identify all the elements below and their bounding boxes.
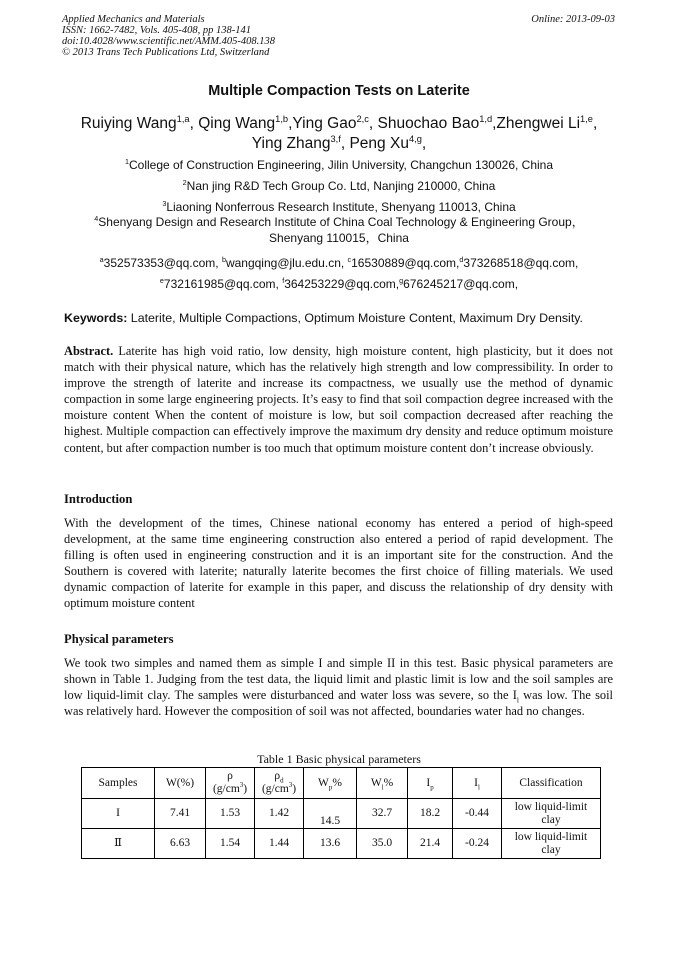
table-cell: 1.53 (206, 799, 255, 829)
table-cell: -0.44 (453, 799, 502, 829)
email-address: 732161985@qq.com, (163, 277, 283, 291)
paper-title: Multiple Compaction Tests on Laterite (208, 83, 470, 99)
affiliation-4: $^4$Shenyang Design and Research Institute of China Coal Technology & Engineering Group， Shenyang 110015，China (94, 214, 584, 245)
author-affiliation-mark: 1,e (580, 113, 593, 124)
section-heading-introduction: Introduction (64, 492, 133, 506)
table-cell: 18.2 (408, 799, 453, 829)
table-cell: 32.7 (357, 799, 408, 829)
table-cell: low liquid-limit clay (502, 829, 601, 859)
abstract (64, 343, 613, 456)
journal-name: Applied Mechanics and Materials (62, 14, 205, 25)
column-header: $I_l$ (453, 768, 502, 799)
keywords (64, 311, 624, 325)
author-list: Ruiying Wang$^{1,a}$, Qing Wang$^{1,b}$,Ying Gao$^{2,c}$, Shuochao Bao$^{1,d}$,Zhengwei Li$^{1,e}$, Ying Zhang$^{3,f}$, Peng Xu$^{4,g}$, (80, 113, 598, 152)
affiliation-3: $^3$Liaoning Nonferrous Research Institute, Shenyang 110013, China (162, 199, 516, 214)
column-header: $\rho_d$ $(g/cm^3)$ (255, 768, 304, 799)
table-cell: 7.41 (155, 799, 206, 829)
table-cell: 6.63 (155, 829, 206, 859)
table-row (82, 799, 601, 829)
abstract-text: Laterite has high void ratio, low density, high moisture content, high plasticity, but it does not match with their physical nature, which has the relatively high strength and low compressibility. In order to improve the strength of laterite and increase its compactness, we usually use the method of dynamic compaction in some large engineering projects. It’s easy to find that soil compaction degree increased with the moisture content When the content of moisture is low, but soil compaction decreased after reaching the highest. Multiple compaction can effectively improve the maximum dry density and reduce optimum moisture content, but after compaction number is too much that optimum moisture content don’t increase obviously. (64, 344, 613, 455)
email-list-2: $^e$732161985@qq.com, $^f$364253229@qq.com,$^g$676245217@qq.com, (159, 276, 519, 291)
author-name: ,Zhengwei Li (492, 115, 581, 132)
author-name: , Shuochao Bao (368, 115, 480, 132)
email-address: 16530889@qq.com, (351, 256, 460, 270)
column-header: Samples (82, 768, 155, 799)
table-cell: Ⅱ (82, 829, 155, 859)
journal-header (62, 14, 275, 58)
keywords-text: Laterite, Multiple Compactions, Optimum Moisture Content, Maximum Dry Density. (127, 311, 583, 325)
author-affiliation-mark: 1,b (275, 113, 289, 124)
column-header: $W_l\%$ (357, 768, 408, 799)
table-cell: 21.4 (408, 829, 453, 859)
author-name: ,Ying Gao (288, 115, 357, 132)
table-cell: 1.54 (206, 829, 255, 859)
column-header: $W_p\%$ (304, 768, 357, 799)
column-header: ρ $(g/cm^3)$ (206, 768, 255, 799)
email-address: 676245217@qq.com, (403, 277, 519, 291)
column-header: $I_p$ (408, 768, 453, 799)
table-cell: I (82, 799, 155, 829)
copyright-line: © 2013 Trans Tech Publications Ltd, Switzerland (62, 47, 270, 58)
author-affiliation-mark: 1,d (479, 113, 493, 124)
column-header: Classification (502, 768, 601, 799)
table-cell: 1.42 (255, 799, 304, 829)
physical-parameters-text: We took two simples and named them as simple I and simple II in this test. Basic physical parameters are shown in Table 1. Judging from the test data, the liquid limit and plastic limit is low and the soil samples are low liquid-limit clay. The samples were disturbanced and water loss was severe, so the $I_l$ was low. The soil was relatively hard. However the composition of soil was not affected, boundaries water had no changes. (64, 656, 613, 719)
abstract-label: Abstract. (64, 344, 114, 358)
physical-parameters-table (81, 767, 601, 859)
author-name: , Qing Wang (189, 115, 276, 132)
author-name: Ying Zhang (251, 135, 331, 152)
author-affiliation-mark: 2,c (356, 113, 369, 124)
table-row (82, 829, 601, 859)
table-cell: 14.5 (304, 799, 357, 829)
table-cell: low liquid-limit clay (502, 799, 601, 829)
keywords-label: Keywords: (64, 311, 128, 325)
table-cell: 1.44 (255, 829, 304, 859)
author-affiliation-mark: 1,a (176, 113, 190, 124)
online-date: Online: 2013-09-03 (531, 14, 615, 25)
doi-line: doi:10.4028/www.scientific.net/AMM.405-408.138 (62, 36, 275, 47)
column-header: W(%) (155, 768, 206, 799)
table-cell: 13.6 (304, 829, 357, 859)
introduction-text: With the development of the times, Chinese national economy has entered a period of high-speed development, at the same time engineering construction also entered a period of rapid development. The filling is often used in engineering construction and it is an important site for the construction. And the Southern is covered with laterite; naturally laterite becomes the first choice of filling materials. We used dynamic compaction of laterite for example in this paper, and discuss the relationship of dry density with optimum moisture content (64, 516, 613, 611)
email-address: wangqing@jlu.edu.cn, (225, 256, 348, 270)
email-address: 373268518@qq.com, (463, 256, 579, 270)
table-cell: -0.24 (453, 829, 502, 859)
table-caption: Table 1 Basic physical parameters (257, 752, 421, 766)
email-address: 364253229@qq.com, (284, 277, 400, 291)
table-header-row (82, 768, 601, 799)
affiliation-1: $^1$College of Construction Engineering, Jilin University, Changchun 130026, China (124, 157, 554, 172)
author-affiliation-mark: 4,g (408, 133, 422, 144)
author-name: Ruiying Wang (80, 115, 177, 132)
section-heading-physical-parameters: Physical parameters (64, 632, 174, 646)
affiliation-2: $^2$Nan jing R&D Tech Group Co. Ltd, Nanjing 210000, China (182, 178, 496, 193)
email-address: 352573353@qq.com, (103, 256, 222, 270)
author-affiliation-mark: 3,f (330, 133, 341, 144)
author-name: , Peng Xu (340, 135, 409, 152)
table-cell: 35.0 (357, 829, 408, 859)
email-list-1: $^a$352573353@qq.com, $^b$wangqing@jlu.edu.cn, $^c$16530889@qq.com,$^d$373268518@qq.com, (99, 255, 579, 270)
issn-line: ISSN: 1662-7482, Vols. 405-408, pp 138-141 (62, 25, 251, 36)
